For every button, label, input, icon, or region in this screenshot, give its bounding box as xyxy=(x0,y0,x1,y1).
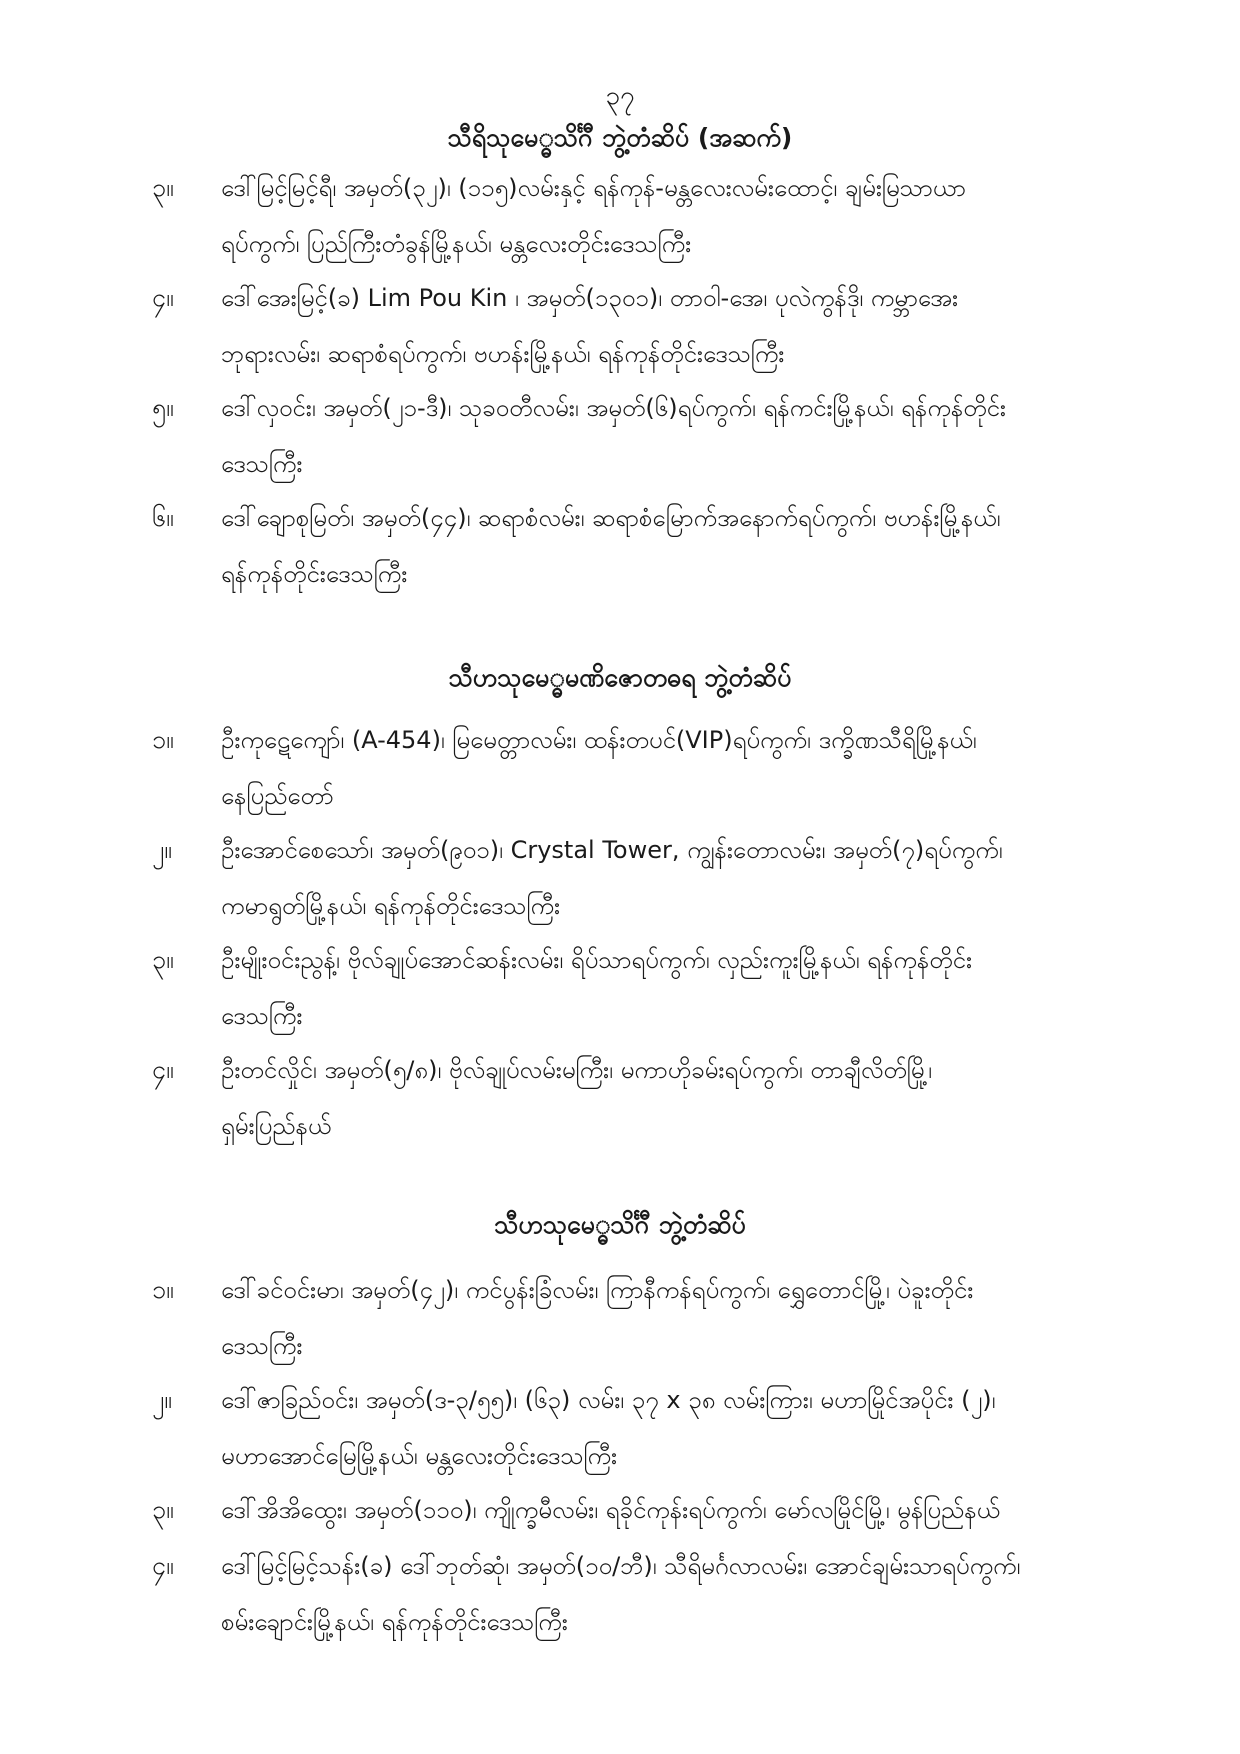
item-line: ဒေသကြီး xyxy=(221,1332,303,1360)
item-text xyxy=(221,1372,1181,1484)
item-text xyxy=(221,1042,1181,1154)
item-number: ၁။ xyxy=(152,725,174,754)
item-number: ၅။ xyxy=(152,393,174,422)
item-line: ဦးအောင်စေသော်၊ အမှတ်(၉၀၁)၊ Crystal Tower, ကျွန်းတောလမ်း၊ အမှတ်(၇)ရပ်ကွက်၊ xyxy=(221,836,1003,864)
item-line: ဒေါ်အိအိထွေး၊ အမှတ်(၁၁၀)၊ ကျိုက္ခမီလမ်း၊ ရခိုင်ကုန်းရပ်ကွက်၊ မော်လမြိုင်မြို့၊ မွန်ပြည်နယ် xyxy=(221,1496,1000,1524)
item-line: ဒေါ်မြင့်မြင့်သန်း(ခ) ဒေါ်ဘုတ်ဆုံ၊ အမှတ်(၁၀/ဘီ)၊ သီရိမင်္ဂလာလမ်း၊ အောင်ချမ်းသာရပ်ကွက်၊ xyxy=(221,1552,1021,1580)
item-number: ၄။ xyxy=(152,1055,174,1084)
item-text xyxy=(221,1482,1181,1538)
item-text xyxy=(221,490,1181,602)
item-number: ၂။ xyxy=(152,835,172,864)
item-line: ဘုရားလမ်း၊ ဆရာစံရပ်ကွက်၊ ဗဟန်းမြို့နယ်၊ ရန်ကုန်တိုင်းဒေသကြီး xyxy=(221,340,785,368)
item-line: ဒေသကြီး xyxy=(221,1002,303,1030)
item-line: ဒေါ်ခင်ဝင်းမာ၊ အမှတ်(၄၂)၊ ကင်ပွန်းခြံလမ်း၊ ကြာနီကန်ရပ်ကွက်၊ ရွှေတောင်မြို့၊ ပဲခူးတိုင်း xyxy=(221,1276,974,1304)
item-line: ဒေါ်အေးမြင့်(ခ) Lim Pou Kin ၊ အမှတ်(၁၃၀၁)၊ တာဝါ-အေ၊ ပုလဲကွန်ဒို၊ ကမ္ဘာအေး xyxy=(221,284,959,312)
item-line: ဒေါ်မြင့်မြင့်ရီ၊ အမှတ်(၃၂)၊ (၁၁၅)လမ်းနှင့် ရန်ကုန်-မန္တလေးလမ်းထောင့်၊ ချမ်းမြသာယာ xyxy=(221,174,966,202)
item-line: မဟာအောင်မြေမြို့နယ်၊ မန္တလေးတိုင်းဒေသကြီး xyxy=(221,1442,618,1470)
section-heading: သီရိသုမေ္ဓသိင်္ဂီ ဘွဲ့တံဆိပ် (အဆက်) xyxy=(447,123,793,152)
item-text xyxy=(221,822,1181,934)
item-line: ဦးတင်လှိုင်၊ အမှတ်(၅/၈)၊ ဗိုလ်ချုပ်လမ်းမကြီး၊ မကာဟိုခမ်းရပ်ကွက်၊ တာချီလိတ်မြို့၊ xyxy=(221,1056,932,1084)
item-number: ၂။ xyxy=(152,1385,172,1414)
section-heading: သီဟသုမေ္ဓသိင်္ဂီ ဘွဲ့တံဆိပ် xyxy=(494,1210,746,1239)
item-line: စမ်းချောင်းမြို့နယ်၊ ရန်ကုန်တိုင်းဒေသကြီး xyxy=(221,1608,568,1636)
item-number: ၄။ xyxy=(152,283,174,312)
item-number: ၃။ xyxy=(152,945,174,974)
item-line: ဒေါ်ဇာခြည်ဝင်း၊ အမှတ်(ဒ-၃/၅၅)၊ (၆၃) လမ်း၊ ၃၇ x ၃၈ လမ်းကြား၊ မဟာမြိုင်အပိုင်း (၂)၊ xyxy=(221,1386,996,1414)
item-line: ရှမ်းပြည်နယ် xyxy=(221,1112,332,1140)
page-number: ၃၇ xyxy=(605,81,635,111)
item-text xyxy=(221,160,1181,272)
item-line: ဦးကုဋေကျော်၊ (A-454)၊ မြမေတ္တာလမ်း၊ ထန်းတပင်(VIP)ရပ်ကွက်၊ ဒက္ခိဏသီရိမြို့နယ်၊ xyxy=(221,726,977,754)
item-number: ၄။ xyxy=(152,1551,174,1580)
item-number: ၃။ xyxy=(152,173,174,202)
item-number: ၆။ xyxy=(152,503,174,532)
item-text xyxy=(221,380,1181,492)
item-line: ရန်ကုန်တိုင်းဒေသကြီး xyxy=(221,560,408,588)
item-text xyxy=(221,712,1181,824)
item-line: နေပြည်တော် xyxy=(221,782,334,810)
item-line: ရပ်ကွက်၊ ပြည်ကြီးတံခွန်မြို့နယ်၊ မန္တလေးတိုင်းဒေသကြီး xyxy=(221,230,692,258)
item-line: ဒေါ်ချောစုမြတ်၊ အမှတ်(၄၄)၊ ဆရာစံလမ်း၊ ဆရာစံမြောက်အနောက်ရပ်ကွက်၊ ဗဟန်းမြို့နယ်၊ xyxy=(221,504,1001,532)
item-text xyxy=(221,270,1181,382)
item-line: ဒေသကြီး xyxy=(221,450,303,478)
item-number: ၁။ xyxy=(152,1275,174,1304)
item-number: ၃။ xyxy=(152,1495,174,1524)
item-line: ဒေါ်လှဝင်း၊ အမှတ်(၂၁-ဒီ)၊ သုခဝတီလမ်း၊ အမှတ်(၆)ရပ်ကွက်၊ ရန်ကင်းမြို့နယ်၊ ရန်ကုန်တိုင်း xyxy=(221,394,1007,422)
item-text xyxy=(221,1538,1181,1650)
item-line: ကမာရွတ်မြို့နယ်၊ ရန်ကုန်တိုင်းဒေသကြီး xyxy=(221,892,561,920)
item-text xyxy=(221,932,1181,1044)
item-text xyxy=(221,1262,1181,1374)
item-line: ဦးမျိုးဝင်းညွန့်၊ ဗိုလ်ချုပ်အောင်ဆန်းလမ်း၊ ရိပ်သာရပ်ကွက်၊ လှည်းကူးမြို့နယ်၊ ရန်ကုန်တိုင်း xyxy=(221,946,973,974)
section-heading: သီဟသုမေ္ဓမဏိဇောတဓရ ဘွဲ့တံဆိပ် xyxy=(448,663,792,692)
